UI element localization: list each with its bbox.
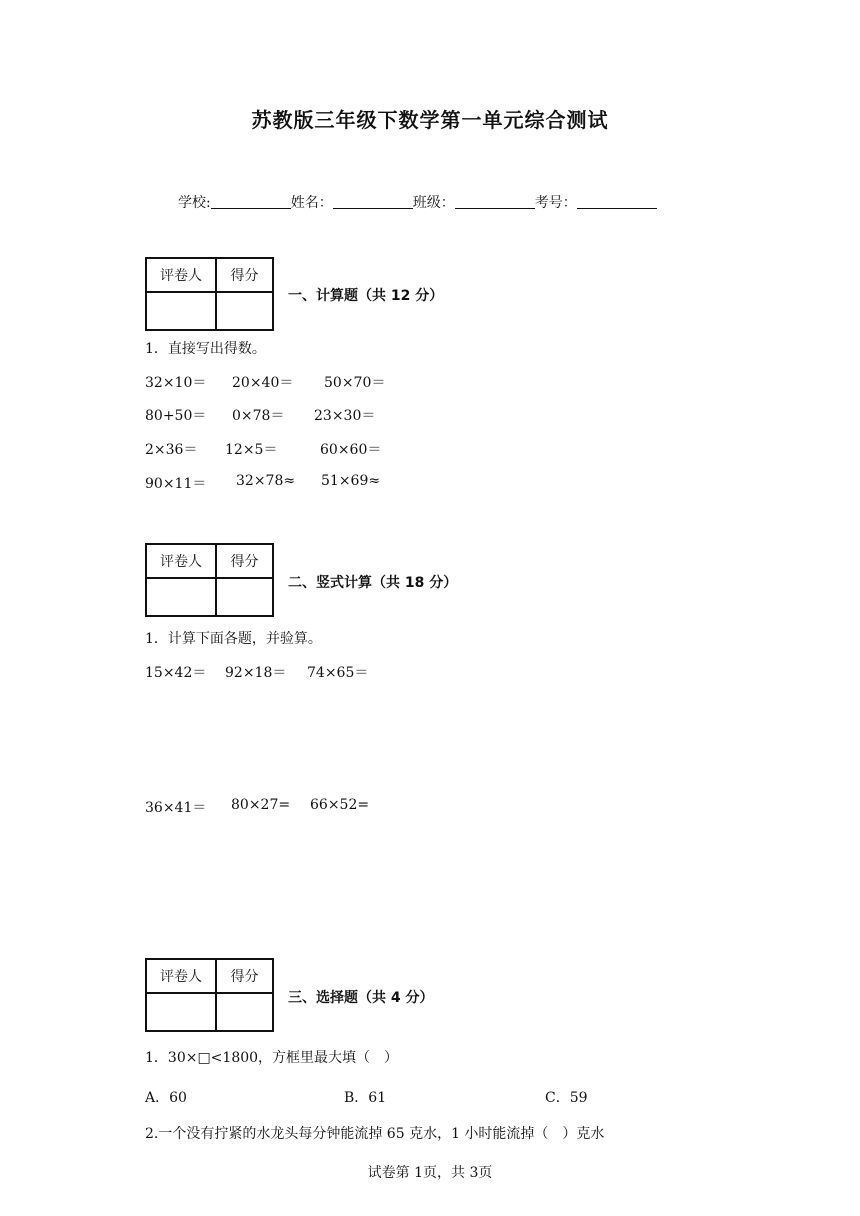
math-item: 80×27= (231, 797, 291, 813)
school-label: 学校: (178, 195, 211, 211)
math-item: 12×5＝ (225, 442, 278, 458)
number-label: 考号： (534, 195, 577, 211)
score-table-1 (145, 257, 274, 331)
section-3-heading: 三、选择题（共 4 分） (288, 990, 434, 1006)
math-item: 23×30＝ (314, 408, 376, 424)
math-item: 36×41＝ (145, 800, 207, 816)
math-item: 66×52= (310, 797, 370, 813)
score-table-3 (145, 958, 274, 1032)
grader-header: 评卷人 (146, 544, 216, 578)
score-header: 得分 (216, 258, 273, 292)
option-c[interactable]: C．59 (545, 1090, 588, 1106)
section-2-question: 1．计算下面各题，并验算。 (145, 631, 322, 647)
option-a[interactable]: A．60 (145, 1090, 187, 1106)
name-blank[interactable] (333, 194, 413, 209)
name-label: 姓名： (290, 195, 333, 211)
math-item: 74×65＝ (307, 665, 369, 681)
grader-header: 评卷人 (146, 258, 216, 292)
math-item: 80+50＝ (145, 408, 207, 424)
grader-cell[interactable] (146, 578, 216, 616)
class-blank[interactable] (455, 194, 535, 209)
math-item: 2×36＝ (145, 442, 198, 458)
section-1-heading: 一、计算题（共 12 分） (288, 288, 444, 304)
score-cell[interactable] (216, 292, 273, 330)
math-item: 90×11＝ (145, 476, 207, 492)
page-title: 苏教版三年级下数学第一单元综合测试 (251, 108, 609, 132)
math-item: 15×42＝ (145, 665, 207, 681)
math-item: 0×78＝ (232, 408, 285, 424)
score-table-2 (145, 543, 274, 617)
score-header: 得分 (216, 959, 273, 993)
grader-cell[interactable] (146, 292, 216, 330)
choice-question-2: 2.一个没有拧紧的水龙头每分钟能流掉 65 克水，1 小时能流掉（ ）克水 (145, 1126, 605, 1142)
school-blank[interactable] (211, 194, 291, 209)
score-cell[interactable] (216, 993, 273, 1031)
score-header: 得分 (216, 544, 273, 578)
section-1-question: 1．直接写出得数。 (145, 341, 266, 357)
math-item: 92×18＝ (225, 665, 287, 681)
math-item: 51×69≈ (321, 473, 381, 489)
class-label: 班级： (412, 195, 455, 211)
grader-header: 评卷人 (146, 959, 216, 993)
math-item: 50×70＝ (324, 375, 386, 391)
page-footer: 试卷第 1页，共 3页 (367, 1165, 493, 1181)
grader-cell[interactable] (146, 993, 216, 1031)
number-blank[interactable] (577, 194, 657, 209)
score-cell[interactable] (216, 578, 273, 616)
math-item: 20×40＝ (232, 375, 294, 391)
option-b[interactable]: B．61 (344, 1090, 387, 1106)
math-item: 60×60＝ (320, 442, 382, 458)
math-item: 32×78≈ (236, 473, 296, 489)
math-item: 32×10＝ (145, 375, 207, 391)
section-2-heading: 二、竖式计算（共 18 分） (288, 575, 458, 591)
choice-question-1: 1．30×□<1800，方框里最大填（ ） (145, 1050, 399, 1066)
student-info-line (178, 192, 657, 212)
